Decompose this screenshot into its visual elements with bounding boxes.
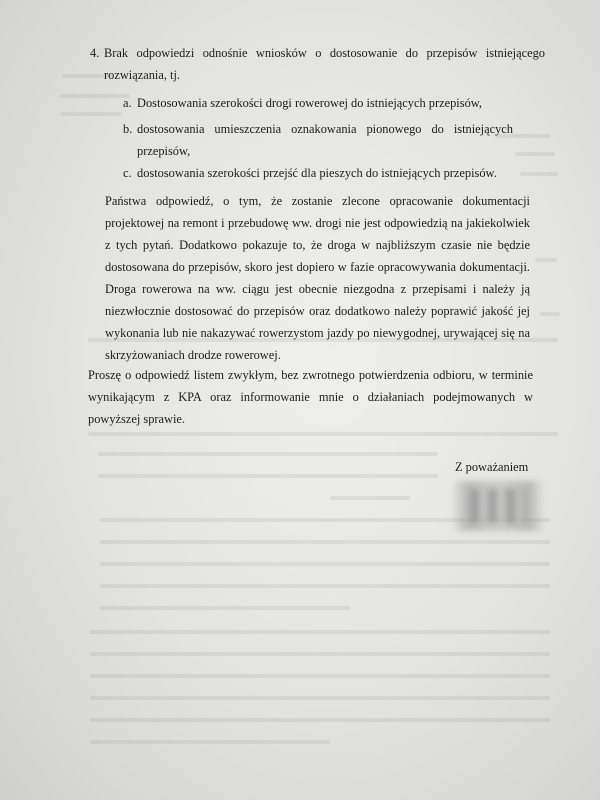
sub-item-letter: a. [123,96,132,110]
sub-item-a [123,92,513,114]
sub-item-letter: b. [123,122,133,136]
sub-item-text: Dostosowania szerokości drogi rowerowej do istniejących przepisów, [137,96,483,110]
sub-item-letter: c. [123,166,132,180]
paragraph-request: Proszę o odpowiedź listem zwykłym, bez zwrotnego potwierdzenia odbioru, w terminie wynikającym z KPA oraz informowanie mnie o działaniach podejmowanych w powyższej sprawie. [88,368,533,426]
sub-item-text: dostosowania umieszczenia oznakowania pionowego do istniejących przepisów, [137,122,513,158]
sub-item-text: dostosowania szerokości przejść dla pieszych do istniejących przepisów. [137,166,497,180]
list-item-4 [90,42,545,86]
sub-item-b [123,118,513,162]
blurred-signature [452,481,544,531]
sub-item-c [123,162,513,184]
list-item-number: 4. [90,46,100,60]
closing-salutation: Z poważaniem [455,460,529,474]
list-item-text: Brak odpowiedzi odnośnie wniosków o dostosowanie do przepisów istniejącego rozwiązania, tj. [104,46,545,82]
paragraph-response: Państwa odpowiedź, o tym, że zostanie zlecone opracowanie dokumentacji projektowej na remont i przebudowę ww. drogi nie jest odpowiedzią na jakiekolwiek z tych pytań. Dodatkowo pokazuje to, że droga w najbliższym czasie nie będzie dostosowana do przepisów, skoro jest dopiero w fazie opracowywania dokumentacji. Droga rowerowa na ww. ciągu jest obecnie niezgodna z przepisami i należy ją niezwłocznie dostosować do przepisów oraz dodatkowo należy poprawić jakość jej wykonania lub nie nakazywać rowerzystom jazdy po niewygodnej, urywającej się na skrzyżowaniach drodze rowerowej. [105,194,530,362]
